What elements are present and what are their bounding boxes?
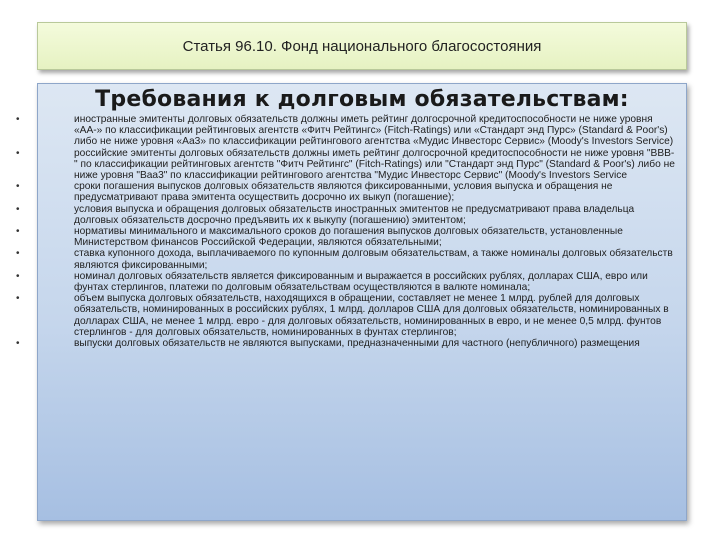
- list-item: [16, 147, 686, 182]
- list-item: [16, 338, 686, 350]
- list-item-text: российские эмитенты долговых обязательств должны иметь рейтинг долгосрочной кредитоспособности не ниже уровня "BBB-" по классификации рейтинговых агентств "Фитч Рейтингс" (Fitch-Ratings) или "Стандарт энд Пурс" (Standard & Poor's) либо не ниже уровня "Baa3" по классификации рейтингового агентства "Мудис Инвесторс Сервис" (Moody's Investors Service: [74, 147, 675, 182]
- bullet-icon: •: [16, 293, 20, 305]
- bullet-icon: •: [16, 114, 20, 125]
- list-item: [16, 248, 686, 271]
- requirements-heading: Требования к долговым обязательствам:: [95, 87, 629, 112]
- list-item-text: объем выпуска долговых обязательств, находящихся в обращении, составляет не менее 1 млрд. рублей для долговых обязательств, номинированных в российских рублях, 1 млрд. долларов США для долговых обязательств, номинированных в долларах США, не менее 1 млрд. евро - для долговых обязательств, номинированных в евро, и не менее 0,5 млрд. фунтов стерлингов - для долговых обязательств, номинированных в фунтах стерлингов;: [74, 293, 669, 338]
- list-item: [16, 114, 686, 148]
- list-item: [16, 270, 686, 294]
- requirements-panel: [16, 83, 687, 521]
- bullet-icon: •: [16, 248, 20, 260]
- requirements-list: [16, 114, 686, 350]
- list-item-text: сроки погашения выпусков долговых обязательств являются фиксированными, условия выпуска и обращения не предусматривают права эмитента осуществить досрочно их выкуп (погашение);: [74, 181, 613, 204]
- list-item-text: иностранные эмитенты долговых обязательств должны иметь рейтинг долгосрочной кредитоспособности не ниже уровня «АА-» по классификации рейтинговых агентств «Фитч Рейтингс» (Fitch-Ratings) или «Стандарт энд Пурс» (Standard & Poor's) либо не ниже уровня «Аа3» по классификации рейтингового агентства «Мудис Инвесторс Сервис» (Moody's Investors Service): [74, 114, 674, 148]
- bullet-icon: •: [16, 226, 20, 238]
- bullet-icon: •: [16, 338, 20, 350]
- page-title: Статья 96.10. Фонд национального благосостояния: [182, 37, 542, 55]
- header-panel: [37, 22, 687, 70]
- list-item-text: условия выпуска и обращения долговых обязательств иностранных эмитентов не предусматривают права владельца долговых обязательств досрочно предъявить их к выкупу (погашению) эмитентом;: [74, 203, 635, 226]
- list-item: [16, 226, 686, 249]
- list-item-text: номинал долговых обязательств является фиксированным и выражается в российских рублях, долларах США, евро или фунтах стерлингов, платежи по долговым обязательствам осуществляются в валюте номинала;: [74, 270, 648, 294]
- list-item: [16, 203, 686, 226]
- list-item-text: нормативы минимального и максимального сроков до погашения выпусков долговых обязательств, установленные Министерством финансов Российской Федерации, являются обязательными;: [74, 226, 623, 249]
- bullet-icon: •: [16, 147, 20, 159]
- bullet-icon: •: [16, 270, 20, 282]
- list-item: [16, 293, 686, 338]
- list-item-text: ставка купонного дохода, выплачиваемого по купонным долговым обязательствам, а также номиналы долговых обязательств являются фиксированными;: [74, 248, 673, 271]
- bullet-icon: •: [16, 181, 20, 193]
- list-item: [16, 181, 686, 204]
- bullet-icon: •: [16, 203, 20, 215]
- list-item-text: выпуски долговых обязательств не являются выпусками, предназначенными для частного (непубличного) размещения: [74, 338, 640, 350]
